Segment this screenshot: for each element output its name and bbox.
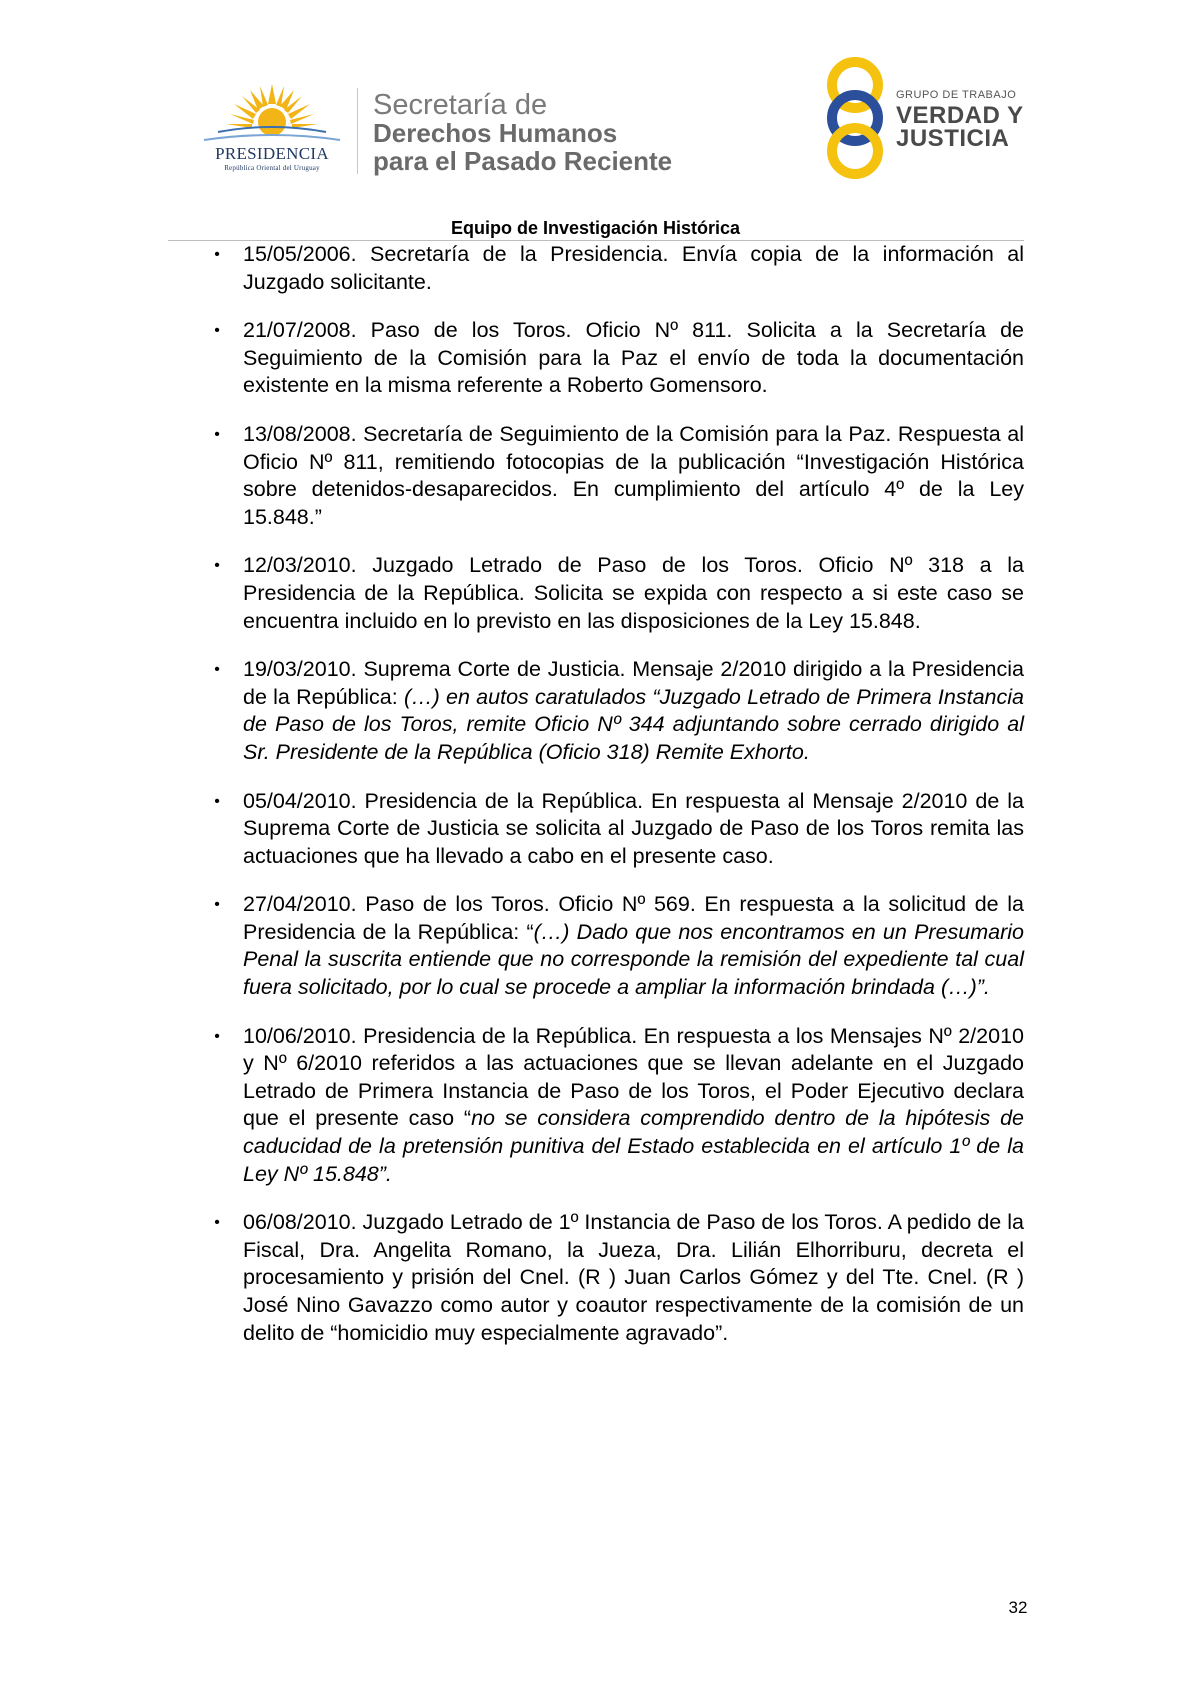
grupo-title-line-2: JUSTICIA bbox=[896, 125, 1010, 152]
grupo-title-line-1: VERDAD Y bbox=[896, 102, 1024, 129]
list-item bbox=[210, 552, 1024, 635]
entry-text bbox=[243, 892, 1024, 999]
entry-segment: 06/08/2010. Juzgado Letrado de 1º Instancia de Paso de los Toros. A pedido de la Fiscal, Dra. Angelita Romano, la Jueza, Dra. Lilián Elhorriburu, decreta el procesamiento y prisión del Cnel. (R ) Juan Carlos Gómez y del Tte. Cnel. (R ) José Nino Gavazzo como autor y coautor respectivamente de la comisión de un delito de “homicidio muy especialmente agravado”. bbox=[243, 1210, 1024, 1345]
entry-segment: 10/06/2010. Presidencia de la República. En respuesta a los Mensajes Nº 2/2010 y Nº 6/2010 referidos a las actuaciones que se llevan adelante en el Juzgado Letrado de Primera Instancia de Paso de los Toros, el Poder Ejecutivo declara que el presente caso “ bbox=[243, 1023, 1024, 1131]
entry-quote: no se considera comprendido dentro de la hipótesis de caducidad de la pretensión punitiva del Estado establecida en el artículo 1º de la Ley Nº 15.848”. bbox=[243, 1106, 1024, 1186]
list-item bbox=[210, 788, 1024, 871]
entry-text bbox=[243, 789, 1024, 868]
bullet-icon: • bbox=[214, 425, 220, 443]
page-number: 32 bbox=[1008, 1598, 1028, 1617]
secretaria-line-1: Secretaría de bbox=[373, 89, 548, 121]
list-item bbox=[210, 891, 1024, 1001]
grupo-label: GRUPO DE TRABAJO bbox=[896, 89, 1017, 101]
bullet-icon: • bbox=[214, 322, 220, 340]
list-item bbox=[210, 1209, 1024, 1347]
entry-quote: (…) en autos caratulados “Juzgado Letrado de Primera Instancia de Paso de los Toros, remite Oficio Nº 344 adjuntando sobre cerrado dirigido al Sr. Presidente de la República (Oficio 318) Remite Exhorto. bbox=[243, 684, 1024, 764]
entry-text bbox=[243, 553, 1024, 632]
entry-segment: 27/04/2010. Paso de los Toros. Oficio Nº 569. En respuesta a la solicitud de la Presidencia de la República: “ bbox=[243, 892, 1024, 944]
entry-text bbox=[243, 318, 1024, 397]
secretaria-logo-text bbox=[373, 90, 672, 175]
sun-emblem-icon bbox=[198, 82, 346, 144]
entry-segment: 15/05/2006. Secretaría de la Presidencia. Envía copia de la información al Juzgado solicitante. bbox=[243, 242, 1024, 294]
entry-segment: 19/03/2010. Suprema Corte de Justicia. Mensaje 2/2010 dirigido a la Presidencia de la República: bbox=[243, 657, 1024, 709]
entry-segment: 05/04/2010. Presidencia de la República. En respuesta al Mensaje 2/2010 de la Suprema Corte de Justicia se solicita al Juzgado de Paso de los Toros remita las actuaciones que ha llevado a cabo en el presente caso. bbox=[243, 788, 1024, 868]
list-item bbox=[210, 1023, 1024, 1189]
bullet-icon: • bbox=[214, 661, 220, 679]
verdad-justicia-logo bbox=[820, 57, 1030, 179]
entry-text bbox=[243, 1210, 1024, 1344]
linked-rings-icon bbox=[820, 57, 890, 179]
entry-segment: 12/03/2010. Juzgado Letrado de Paso de los Toros. Oficio Nº 318 a la Presidencia de la República. Solicita se expida con respecto a si este caso se encuentra incluido en lo previsto en las disposiciones de la Ley 15.848. bbox=[243, 553, 1024, 633]
entry-text bbox=[243, 1024, 1024, 1186]
secretaria-line-3: para el Pasado Reciente bbox=[373, 146, 673, 176]
bullet-icon: • bbox=[214, 1027, 220, 1045]
secretaria-line-2: Derechos Humanos bbox=[373, 118, 618, 148]
bullet-icon: • bbox=[214, 246, 220, 263]
bullet-icon: • bbox=[214, 1214, 220, 1232]
list-item bbox=[210, 421, 1024, 531]
entry-text bbox=[243, 422, 1024, 529]
team-title: Equipo de Investigación Histórica bbox=[450, 218, 741, 238]
entry-segment: 21/07/2008. Paso de los Toros. Oficio Nº 811. Solicita a la Secretaría de Seguimiento de la Comisión para la Paz el envío de toda la documentación existente en la misma referente a Roberto Gomensoro. bbox=[243, 318, 1024, 398]
presidencia-subtitle: República Oriental del Uruguay bbox=[224, 164, 320, 172]
presidencia-logo bbox=[198, 82, 346, 174]
list-item bbox=[210, 241, 1024, 296]
presidencia-name: PRESIDENCIA bbox=[215, 144, 329, 163]
entry-quote: (…) Dado que nos encontramos en un Presumario Penal la suscrita entiende que no corresponde la remisión del expediente tal cual fuera solicitado, por lo cual se procede a ampliar la información brindada (…)”. bbox=[243, 919, 1024, 1000]
chronology-list bbox=[210, 241, 1024, 1368]
entry-text bbox=[243, 657, 1024, 764]
entry-text bbox=[243, 242, 1024, 294]
bullet-icon: • bbox=[214, 792, 220, 810]
bullet-icon: • bbox=[214, 557, 220, 575]
list-item bbox=[210, 656, 1024, 766]
list-item bbox=[210, 317, 1024, 400]
header-divider bbox=[357, 88, 358, 174]
entry-segment: 13/08/2008. Secretaría de Seguimiento de la Comisión para la Paz. Respuesta al Oficio Nº 811, remitiendo fotocopias de la publicación “Investigación Histórica sobre detenidos-desaparecidos. En cumplimiento del artículo 4º de la Ley 15.848.” bbox=[243, 421, 1024, 529]
bullet-icon: • bbox=[214, 896, 220, 914]
